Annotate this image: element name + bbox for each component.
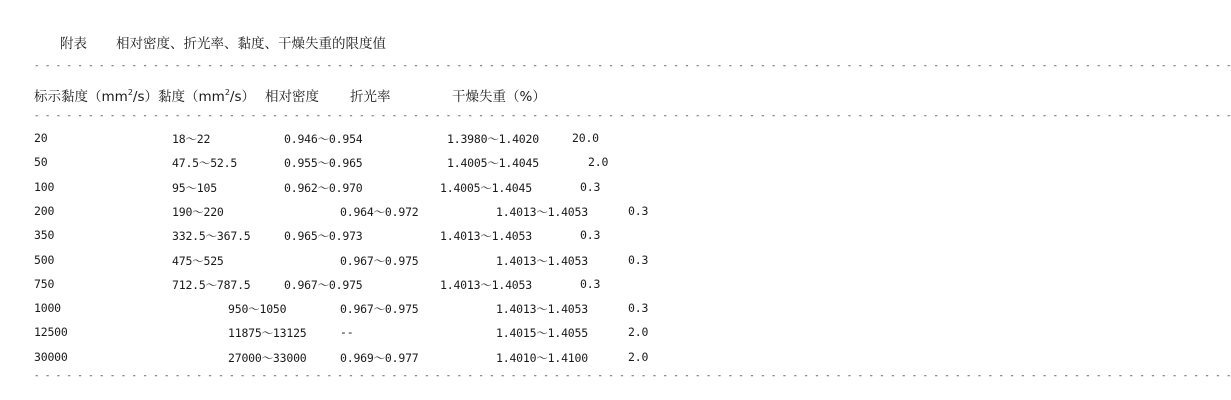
refractive-index-cell: 1.4013～1.4053 — [496, 302, 588, 317]
refractive-index-cell: 1.4015～1.4055 — [496, 326, 588, 341]
viscosity-range-cell: 950～1050 — [228, 302, 287, 317]
relative-density-cell: 0.967～0.975 — [284, 277, 363, 292]
relative-density-cell: 0.965～0.973 — [284, 229, 363, 244]
viscosity-range-cell: 18～22 — [172, 132, 211, 146]
header-loss-on-drying: 干燥失重（%） — [452, 89, 546, 105]
refractive-index-cell: 1.4010～1.4100 — [496, 350, 588, 365]
refractive-index-cell: 1.4013～1.4053 — [496, 253, 588, 268]
loss-on-drying-cell: 2.0 — [588, 155, 609, 170]
divider-bottom: - - - - - - - - - - - - - - - - - - - - - - - - - - - - - - - - - - - - - - - - - - - - - - - - - - - - - - - - - - - - - - - - - - - - - - - - - - - - - - - - - - - - - - - - - - - - - - - - - - - - - - - - - - - - - - - — [34, 371, 1231, 381]
relative-density-cell: 0.964～0.972 — [340, 204, 419, 219]
loss-on-drying-cell: 20.0 — [572, 131, 599, 145]
loss-on-drying-cell: 0.3 — [580, 276, 601, 291]
loss-on-drying-cell: 0.3 — [628, 301, 649, 316]
nominal-viscosity-cell: 750 — [34, 276, 55, 291]
nominal-viscosity-cell: 100 — [34, 179, 55, 194]
divider-top: - - - - - - - - - - - - - - - - - - - - - - - - - - - - - - - - - - - - - - - - - - - - - - - - - - - - - - - - - - - - - - - - - - - - - - - - - - - - - - - - - - - - - - - - - - - - - - - - - - - - - - - - - - - - - - - — [34, 61, 1231, 71]
viscosity-range-cell: 712.5～787.5 — [172, 277, 251, 292]
relative-density-cell: 0.969～0.977 — [340, 350, 419, 365]
viscosity-range-cell: 332.5～367.5 — [172, 229, 251, 244]
divider-header: - - - - - - - - - - - - - - - - - - - - - - - - - - - - - - - - - - - - - - - - - - - - - - - - - - - - - - - - - - - - - - - - - - - - - - - - - - - - - - - - - - - - - - - - - - - - - - - - - - - - - - - - - - - - - - - — [34, 111, 1231, 121]
nominal-viscosity-cell: 200 — [34, 203, 55, 218]
viscosity-range-cell: 190～220 — [172, 204, 224, 219]
loss-on-drying-cell: 0.3 — [628, 203, 649, 218]
nominal-viscosity-cell: 350 — [34, 228, 55, 243]
relative-density-cell: 0.946～0.954 — [284, 132, 363, 146]
table-caption-label: 附表 — [60, 36, 87, 52]
viscosity-range-cell: 47.5～52.5 — [172, 156, 238, 171]
nominal-viscosity-cell: 500 — [34, 252, 55, 267]
loss-on-drying-cell: 0.3 — [628, 252, 649, 267]
refractive-index-cell: 1.4005～1.4045 — [447, 156, 539, 171]
header-refractive-index: 折光率 — [350, 89, 391, 105]
relative-density-cell: 0.967～0.975 — [340, 253, 419, 268]
viscosity-range-cell: 27000～33000 — [228, 350, 307, 365]
refractive-index-cell: 1.4013～1.4053 — [496, 204, 588, 219]
header-relative-density: 相对密度 — [265, 89, 319, 105]
loss-on-drying-cell: 2.0 — [628, 349, 649, 364]
nominal-viscosity-cell: 20 — [34, 131, 48, 145]
nominal-viscosity-cell: 12500 — [34, 325, 68, 340]
relative-density-cell: 0.967～0.975 — [340, 302, 419, 317]
refractive-index-cell: 1.4013～1.4053 — [440, 277, 532, 292]
viscosity-range-cell: 95～105 — [172, 180, 217, 195]
loss-on-drying-cell: 0.3 — [580, 179, 601, 194]
nominal-viscosity-cell: 1000 — [34, 301, 61, 316]
viscosity-range-cell: 475～525 — [172, 253, 224, 268]
relative-density-cell: 0.955～0.965 — [284, 156, 363, 171]
refractive-index-cell: 1.4013～1.4053 — [440, 229, 532, 244]
viscosity-range-cell: 11875～13125 — [228, 326, 307, 341]
header-viscosity: 黏度$(mm^2/s)$ — [158, 87, 255, 105]
refractive-index-cell: 1.4005～1.4045 — [440, 180, 532, 195]
relative-density-cell: 0.962～0.970 — [284, 180, 363, 195]
header-nominal-viscosity: 标示黏度$(mm^2/s)$ — [34, 87, 158, 105]
table-caption: 相对密度、折光率、黏度、干燥失重的限度值 — [116, 36, 386, 52]
nominal-viscosity-cell: 30000 — [34, 349, 68, 364]
nominal-viscosity-cell: 50 — [34, 155, 48, 170]
loss-on-drying-cell: 0.3 — [580, 228, 601, 243]
relative-density-cell: -- — [340, 325, 354, 340]
refractive-index-cell: 1.3980～1.4020 — [447, 132, 539, 146]
loss-on-drying-cell: 2.0 — [628, 325, 649, 340]
